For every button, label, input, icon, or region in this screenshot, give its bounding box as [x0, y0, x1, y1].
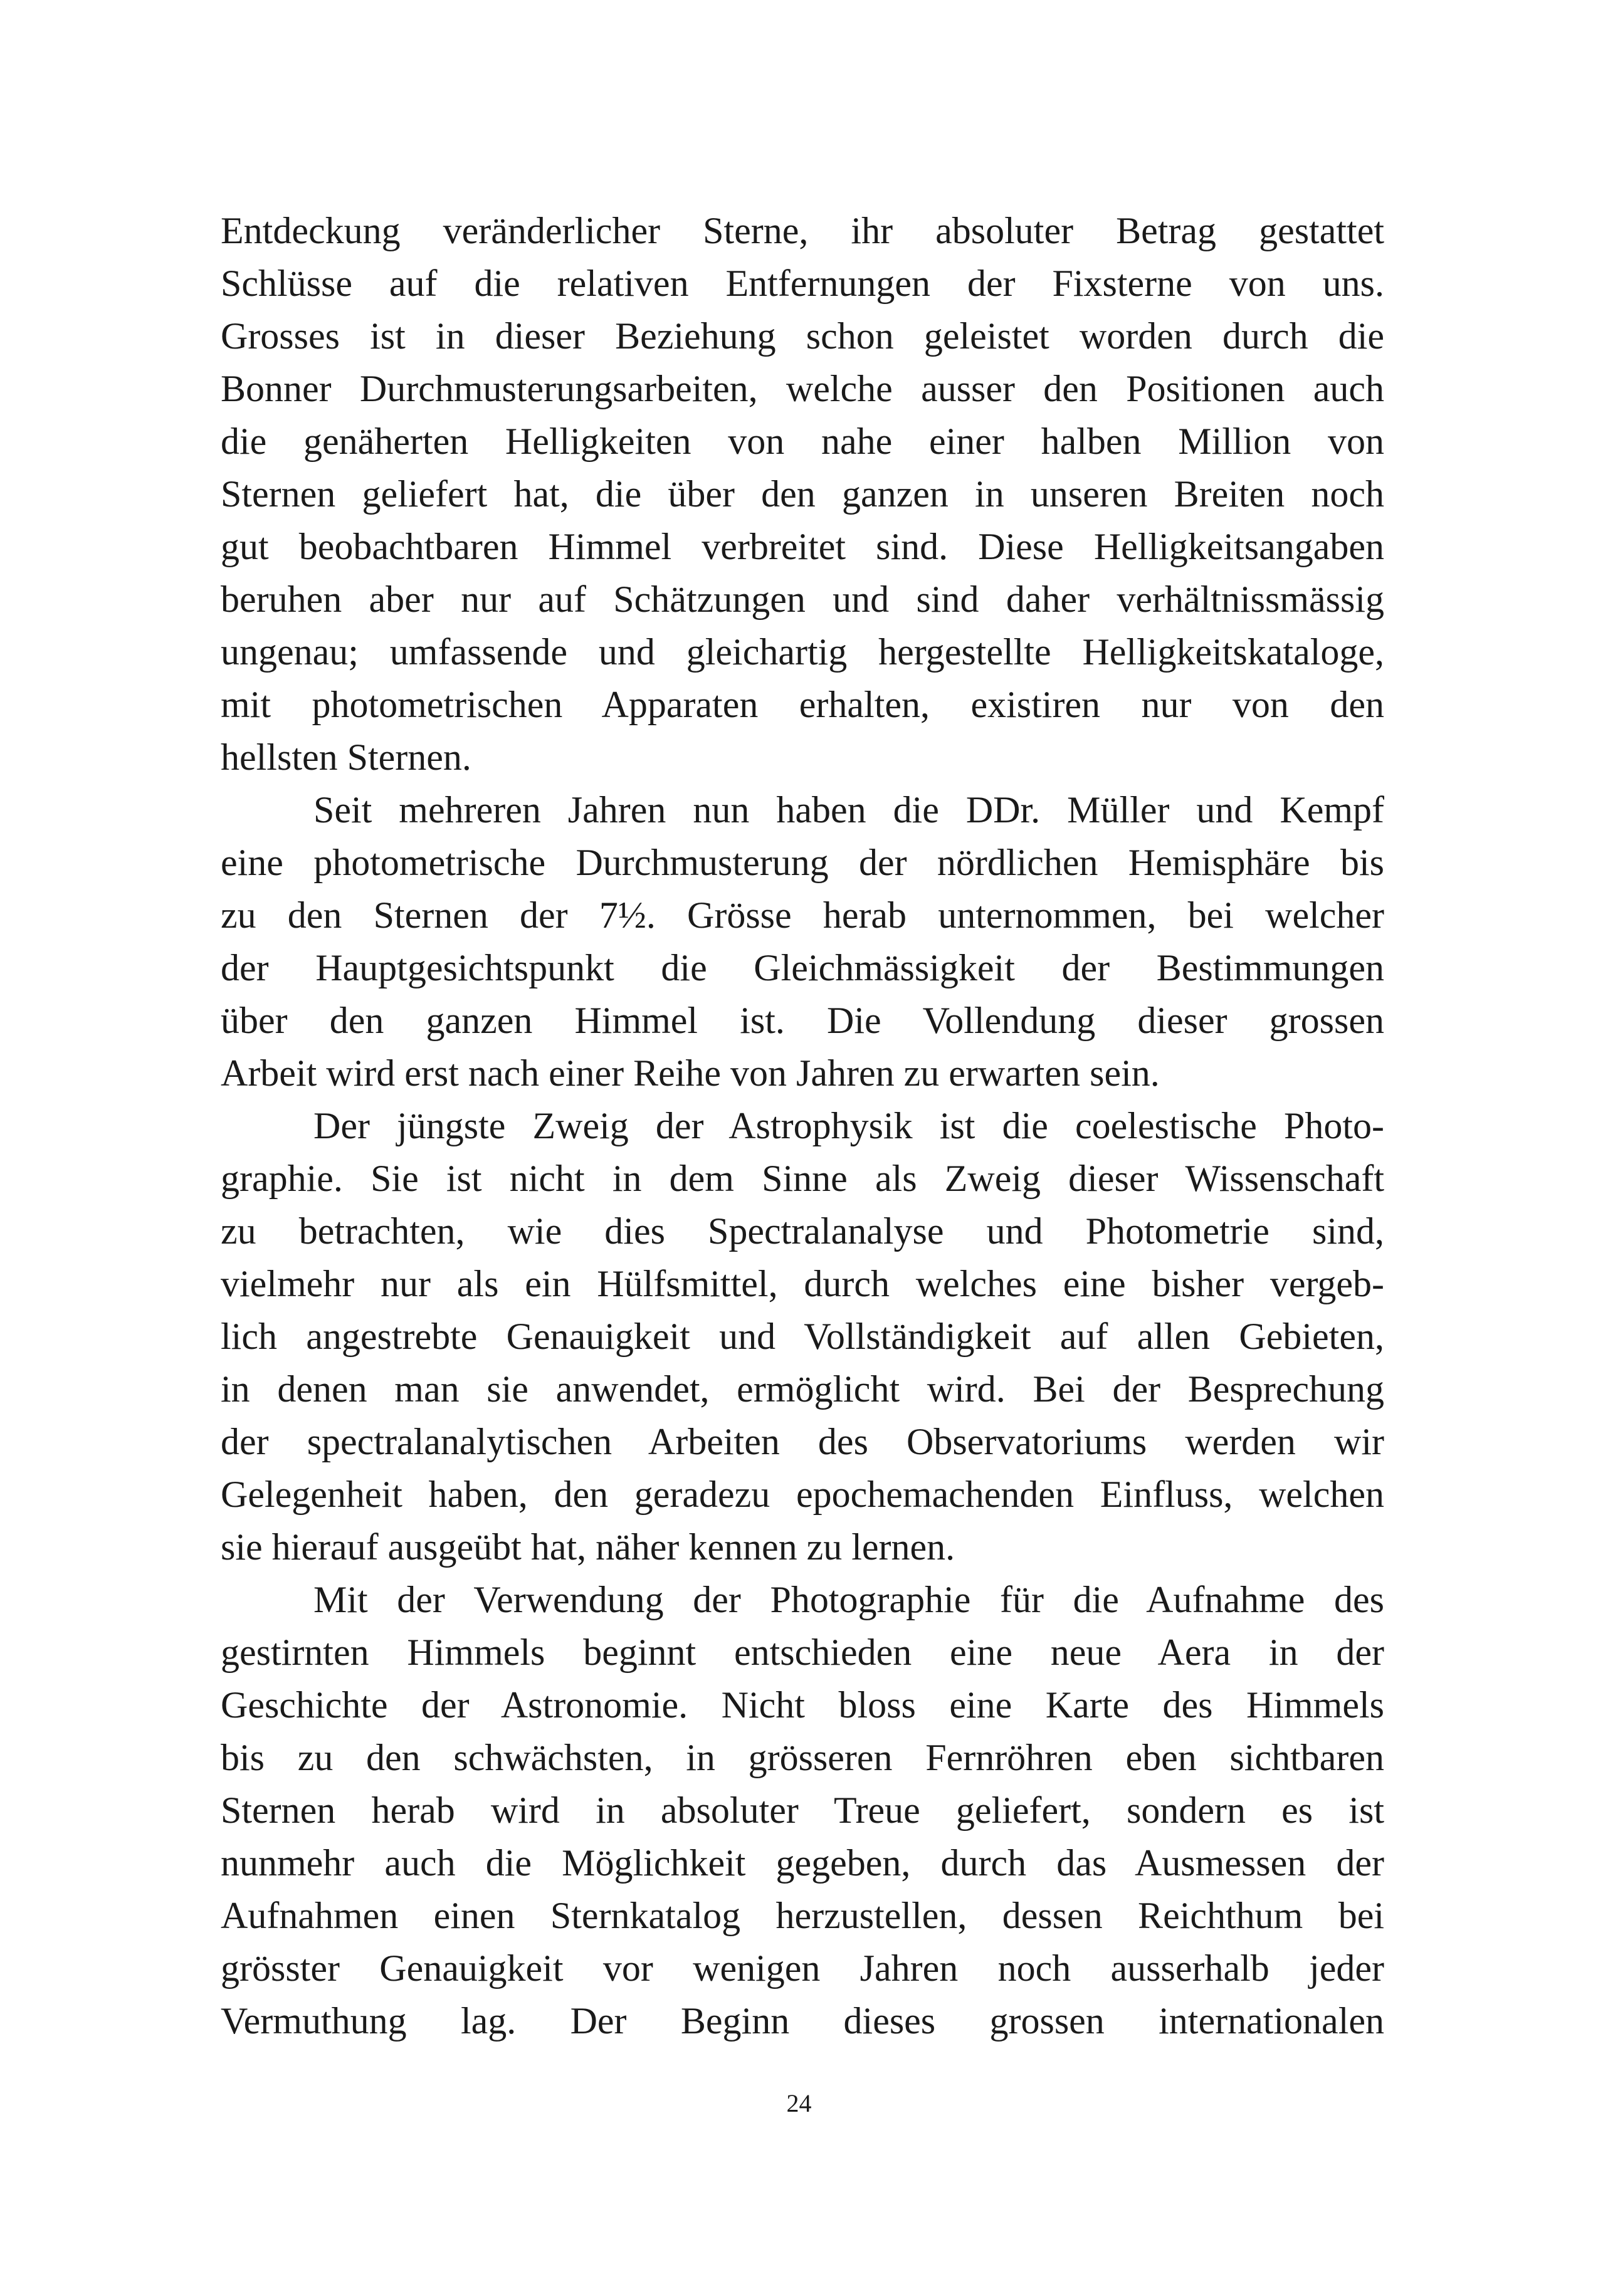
- text-line: Schlüsse auf die relativen Entfernungen der Fixsterne von uns.: [221, 263, 1384, 304]
- text-line: die genäherten Helligkeiten von nahe einer halben Million von: [221, 421, 1384, 462]
- text-line: Arbeit wird erst nach einer Reihe von Jahren zu erwarten sein.: [221, 1052, 1160, 1094]
- text-line: der Hauptgesichtspunkt die Gleichmässigkeit der Bestimmungen: [221, 947, 1384, 988]
- text-line: beruhen aber nur auf Schätzungen und sind daher verhältnissmässig: [221, 579, 1384, 620]
- text-line: Gelegenheit haben, den geradezu epochemachenden Einfluss, welchen: [221, 1474, 1384, 1515]
- text-line: zu den Sternen der 7½. Grösse herab unternommen, bei welcher: [221, 894, 1384, 936]
- text-line: Grosses ist in dieser Beziehung schon geleistet worden durch die: [221, 315, 1384, 357]
- text-line: zu betrachten, wie dies Spectralanalyse und Photometrie sind,: [221, 1210, 1384, 1252]
- text-line: grösster Genauigkeit vor wenigen Jahren noch ausserhalb jeder: [221, 1947, 1384, 1989]
- text-line: mit photometrischen Apparaten erhalten, existiren nur von den: [221, 684, 1384, 725]
- text-line: hellsten Sternen.: [221, 737, 471, 778]
- text-line: lich angestrebte Genauigkeit und Vollständigkeit auf allen Gebieten,: [221, 1316, 1384, 1357]
- text-line: in denen man sie anwendet, ermöglicht wird. Bei der Besprechung: [221, 1368, 1384, 1410]
- text-line: der spectralanalytischen Arbeiten des Observatoriums werden wir: [221, 1421, 1384, 1462]
- text-line: eine photometrische Durchmusterung der nördlichen Hemisphäre bis: [221, 842, 1384, 883]
- text-line: Sternen herab wird in absoluter Treue geliefert, sondern es ist: [221, 1790, 1384, 1831]
- text-line: gestirnten Himmels beginnt entschieden eine neue Aera in der: [221, 1632, 1384, 1673]
- text-line: nunmehr auch die Möglichkeit gegeben, durch das Ausmessen der: [221, 1842, 1384, 1884]
- text-line: Seit mehreren Jahren nun haben die DDr. Müller und Kempf: [313, 789, 1384, 831]
- text-line: ungenau; umfassende und gleichartig hergestellte Helligkeitskataloge,: [221, 631, 1384, 673]
- text-line: Aufnahmen einen Sternkatalog herzustellen, dessen Reichthum bei: [221, 1895, 1384, 1936]
- text-line: Bonner Durchmusterungsarbeiten, welche ausser den Positionen auch: [221, 368, 1384, 409]
- text-line: Vermuthung lag. Der Beginn dieses grossen internationalen: [221, 2000, 1384, 2042]
- body-text: [221, 204, 1384, 2047]
- text-line: vielmehr nur als ein Hülfsmittel, durch welches eine bisher vergeb-: [221, 1263, 1384, 1304]
- text-line: Geschichte der Astronomie. Nicht bloss eine Karte des Himmels: [221, 1684, 1384, 1726]
- text-line: Entdeckung veränderlicher Sterne, ihr absoluter Betrag gestattet: [221, 210, 1384, 251]
- page-number: 24: [786, 2089, 812, 2117]
- text-line: über den ganzen Himmel ist. Die Vollendung dieser grossen: [221, 1000, 1384, 1041]
- text-line: sie hierauf ausgeübt hat, näher kennen zu lernen.: [221, 1526, 955, 1568]
- text-line: Mit der Verwendung der Photographie für die Aufnahme des: [313, 1579, 1384, 1620]
- text-line: Der jüngste Zweig der Astrophysik ist die coelestische Photo-: [313, 1105, 1384, 1146]
- text-line: gut beobachtbaren Himmel verbreitet sind. Diese Helligkeitsangaben: [221, 526, 1384, 567]
- text-line: Sternen geliefert hat, die über den ganzen in unseren Breiten noch: [221, 473, 1384, 515]
- text-line: graphie. Sie ist nicht in dem Sinne als Zweig dieser Wissenschaft: [221, 1158, 1384, 1199]
- text-line: bis zu den schwächsten, in grösseren Fernröhren eben sichtbaren: [221, 1737, 1384, 1778]
